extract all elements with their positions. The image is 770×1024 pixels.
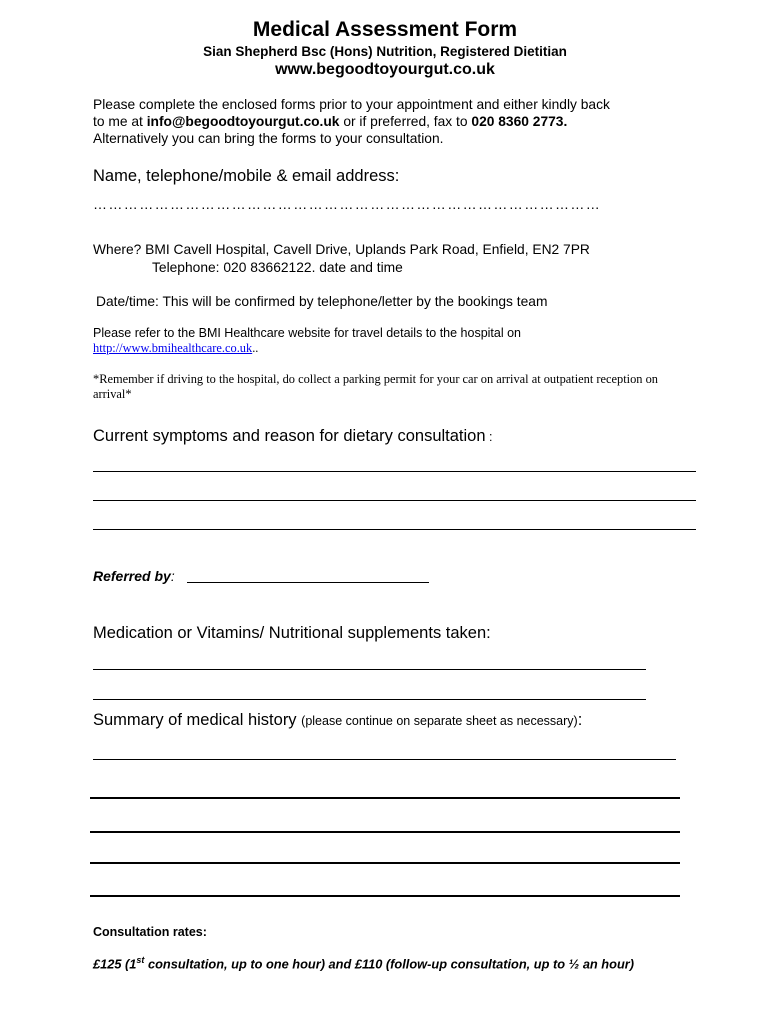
symptoms-line-1[interactable] — [93, 471, 696, 472]
telephone-line: Telephone: 020 83662122. date and time — [152, 260, 403, 275]
history-line-4[interactable] — [90, 862, 680, 864]
symptoms-label — [93, 427, 492, 446]
medication-line-2[interactable] — [93, 699, 646, 700]
history-note: (please continue on separate sheet as necessary) — [301, 714, 578, 728]
medication-line-1[interactable] — [93, 669, 646, 670]
intro-line-3: Alternatively you can bring the forms to your consultation. — [93, 131, 444, 146]
intro-line-2-prefix: to me at — [93, 114, 147, 129]
form-title: Medical Assessment Form — [252, 18, 518, 41]
history-line-2[interactable] — [90, 797, 680, 799]
refer-line: Please refer to the BMI Healthcare website for travel details to the hospital on — [93, 326, 522, 340]
history-line-5[interactable] — [90, 895, 680, 897]
medication-label: Medication or Vitamins/ Nutritional supplements taken: — [93, 624, 491, 642]
referred-by-label — [93, 568, 175, 584]
history-label — [93, 711, 582, 730]
contact-label: Name, telephone/mobile & email address: — [93, 167, 400, 185]
intro-line-1: Please complete the enclosed forms prior to your appointment and either kindly back — [93, 97, 610, 112]
referred-by-colon: : — [170, 568, 175, 584]
parking-note: *Remember if driving to the hospital, do collect a parking permit for your car on arrival at outpatient reception on arrival* — [93, 372, 658, 401]
rates-details — [93, 955, 634, 971]
where-line: Where? BMI Cavell Hospital, Cavell Drive, Uplands Park Road, Enfield, EN2 7PR — [93, 242, 590, 257]
rates-superscript: st — [136, 955, 145, 965]
email-address[interactable]: info@begoodtoyourgut.co.uk — [146, 114, 340, 129]
intro-line-2-middle: or if preferred, fax to — [339, 114, 472, 129]
history-label-text: Summary of medical history — [93, 711, 297, 729]
bmi-link-suffix: .. — [252, 341, 259, 355]
datetime-line: Date/time: This will be confirmed by telephone/letter by the bookings team — [96, 294, 548, 309]
rates-label: Consultation rates: — [93, 925, 207, 939]
symptoms-label-colon: : — [485, 430, 493, 444]
fax-number: 020 8360 2773. — [471, 114, 568, 129]
rates-rest: consultation, up to one hour) and £110 (follow-up consultation, up to ½ an hour) — [144, 956, 634, 972]
bmi-link-line — [93, 341, 258, 356]
symptoms-label-text: Current symptoms and reason for dietary consultation — [93, 427, 486, 445]
contact-dotted-field[interactable]: ……………………………………………………………………………………… — [93, 196, 602, 212]
referred-by-text: Referred by — [93, 568, 171, 584]
intro-line-2 — [93, 113, 693, 130]
rates-price-1: £125 (1 — [93, 956, 137, 972]
symptoms-line-2[interactable] — [93, 500, 696, 501]
website-url[interactable]: www.begoodtoyourgut.co.uk — [275, 61, 495, 78]
intro-paragraph — [93, 96, 693, 147]
history-colon: : — [577, 711, 583, 729]
symptoms-line-3[interactable] — [93, 529, 696, 530]
practitioner-subtitle: Sian Shepherd Bsc (Hons) Nutrition, Registered Dietitian — [203, 44, 567, 59]
bmi-link[interactable]: http://www.bmihealthcare.co.uk — [93, 341, 253, 355]
referred-by-field[interactable] — [187, 582, 429, 583]
history-line-3[interactable] — [90, 831, 680, 833]
history-line-1[interactable] — [93, 759, 676, 760]
